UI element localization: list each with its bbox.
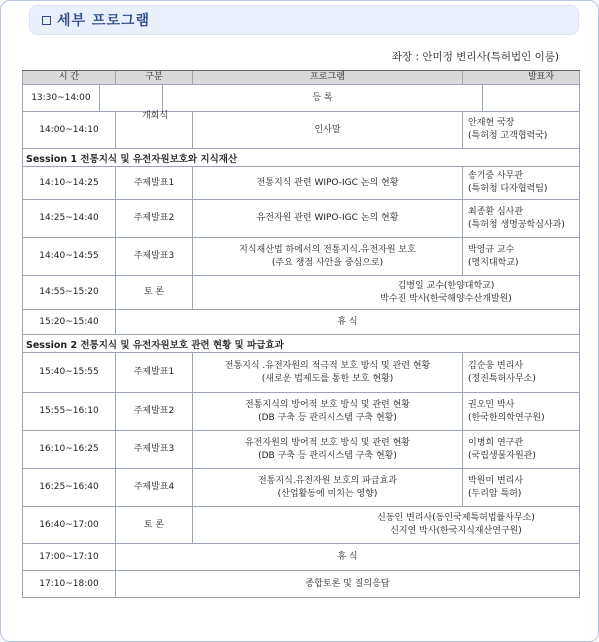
time-cell: 14:10~14:25 xyxy=(22,167,116,199)
presenter-cell: 최종환 심사관 (특허청 생명공학심사과) xyxy=(463,200,580,237)
table-row xyxy=(22,469,580,507)
kind-cell: 주제발표1 xyxy=(116,167,193,199)
break-cell: 휴 식 xyxy=(116,544,580,570)
program-cell: 등 록 xyxy=(163,85,482,111)
program-cell: 인사말 xyxy=(193,112,463,148)
program-cell: 전통지식 .유전자원의 적극적 보호 방식 및 관련 현황 (새로운 법제도를 통한 보호 현황) xyxy=(193,353,463,392)
page-title: 세부 프로그램 xyxy=(57,13,151,29)
kind-cell: 주제발표3 xyxy=(116,238,193,275)
time-cell: 16:25~16:40 xyxy=(22,469,116,506)
table-row xyxy=(22,238,580,276)
discussion-cell: 김병일 교수(한양대학교) 박수진 박사(한국해양수산개발원) xyxy=(193,276,580,309)
time-cell: 14:25~14:40 xyxy=(22,200,116,237)
program-cell: 전통지식의 방어적 보호 방식 및 관련 현황 (DB 구축 등 관리시스템 구축 현황) xyxy=(193,393,463,430)
table-row xyxy=(22,544,580,571)
table-row xyxy=(22,393,580,431)
table-row xyxy=(22,571,580,598)
col-header-time: 시 간 xyxy=(22,71,116,84)
kind-cell: 주제발표2 xyxy=(116,393,193,430)
program-cell: 유전자원의 방어적 보호 방식 및 관련 현황 (DB 구축 등 관리시스템 구축 현황) xyxy=(193,431,463,468)
presenter-cell: 박영규 교수 (명지대학교) xyxy=(463,238,580,275)
kind-cell: 토 론 xyxy=(116,276,193,309)
table-row xyxy=(22,507,580,544)
table-row xyxy=(22,112,580,149)
time-cell: 15:20~15:40 xyxy=(22,310,116,334)
table-row xyxy=(22,310,580,335)
session-title: Session 1 전통지식 및 유전자원보호와 지식재산 xyxy=(22,149,580,167)
time-cell: 17:10~18:00 xyxy=(22,571,116,597)
col-header-presenter: 발표자 xyxy=(463,71,580,84)
kind-cell: 주제발표4 xyxy=(116,469,193,506)
chair-note: 좌장 : 안미정 변리사(특허법인 이룸) xyxy=(391,51,559,63)
table-header-row xyxy=(22,70,580,85)
presenter-cell: 김순웅 변리사 (정진특허사무소) xyxy=(463,353,580,392)
table-row xyxy=(22,167,580,200)
table-row xyxy=(22,431,580,469)
table-row xyxy=(22,353,580,393)
time-cell: 14:00~14:10 xyxy=(22,112,116,148)
presenter-cell: 송기중 사무관 (특허청 다자협력팀) xyxy=(463,167,580,199)
presenter-cell xyxy=(483,85,580,111)
presenter-cell: 안재현 국장 (특허청 고객협력국) xyxy=(463,112,580,148)
table-row xyxy=(22,85,580,112)
kind-cell: 주제발표3 xyxy=(116,431,193,468)
time-cell: 14:55~15:20 xyxy=(22,276,116,309)
program-cell: 지식재산법 하에서의 전통지식.유전자원 보호 (주요 쟁점 사안을 중심으로) xyxy=(193,238,463,275)
time-cell: 16:40~17:00 xyxy=(22,507,116,543)
program-cell: 전통지식 관련 WIPO-IGC 논의 현황 xyxy=(193,167,463,199)
table-row xyxy=(22,200,580,238)
col-header-kind: 구분 xyxy=(116,71,193,84)
opening-block xyxy=(22,85,580,149)
program-cell: 전통지식.유전자원 보호의 파급효과 (산업활동에 미치는 영향) xyxy=(193,469,463,506)
program-cell: 유전자원 관련 WIPO-IGC 논의 현황 xyxy=(193,200,463,237)
time-cell: 15:40~15:55 xyxy=(22,353,116,392)
closing-cell: 종합토론 및 질의응답 xyxy=(116,571,580,597)
col-header-program: 프로그램 xyxy=(193,71,463,84)
time-cell: 16:10~16:25 xyxy=(22,431,116,468)
session-title: Session 2 전통지식 및 유전자원보호 관련 현황 및 파급효과 xyxy=(22,335,580,353)
schedule-table xyxy=(22,70,580,598)
kind-cell: 주제발표2 xyxy=(116,200,193,237)
time-cell: 17:00~17:10 xyxy=(22,544,116,570)
time-cell: 14:40~14:55 xyxy=(22,238,116,275)
discussion-cell: 신동인 변리사(동인국제특허법률사무소) 신지연 박사(한국지식재산연구원) xyxy=(193,507,580,543)
presenter-cell: 이병희 연구관 (국립생물자원관) xyxy=(463,431,580,468)
presenter-cell: 박원미 변리사 (두리암 특허) xyxy=(463,469,580,506)
table-row xyxy=(22,276,580,310)
break-cell: 휴 식 xyxy=(116,310,580,334)
kind-cell: 토 론 xyxy=(116,507,193,543)
time-cell: 15:55~16:10 xyxy=(22,393,116,430)
time-cell: 13:30~14:00 xyxy=(22,85,100,111)
kind-cell: 주제발표1 xyxy=(116,353,193,392)
opening-kind-label: 개회식 xyxy=(141,111,169,121)
section-header xyxy=(29,5,579,35)
presenter-cell: 권오민 박사 (한국한의학연구원) xyxy=(463,393,580,430)
bullet-square-icon xyxy=(42,16,51,25)
